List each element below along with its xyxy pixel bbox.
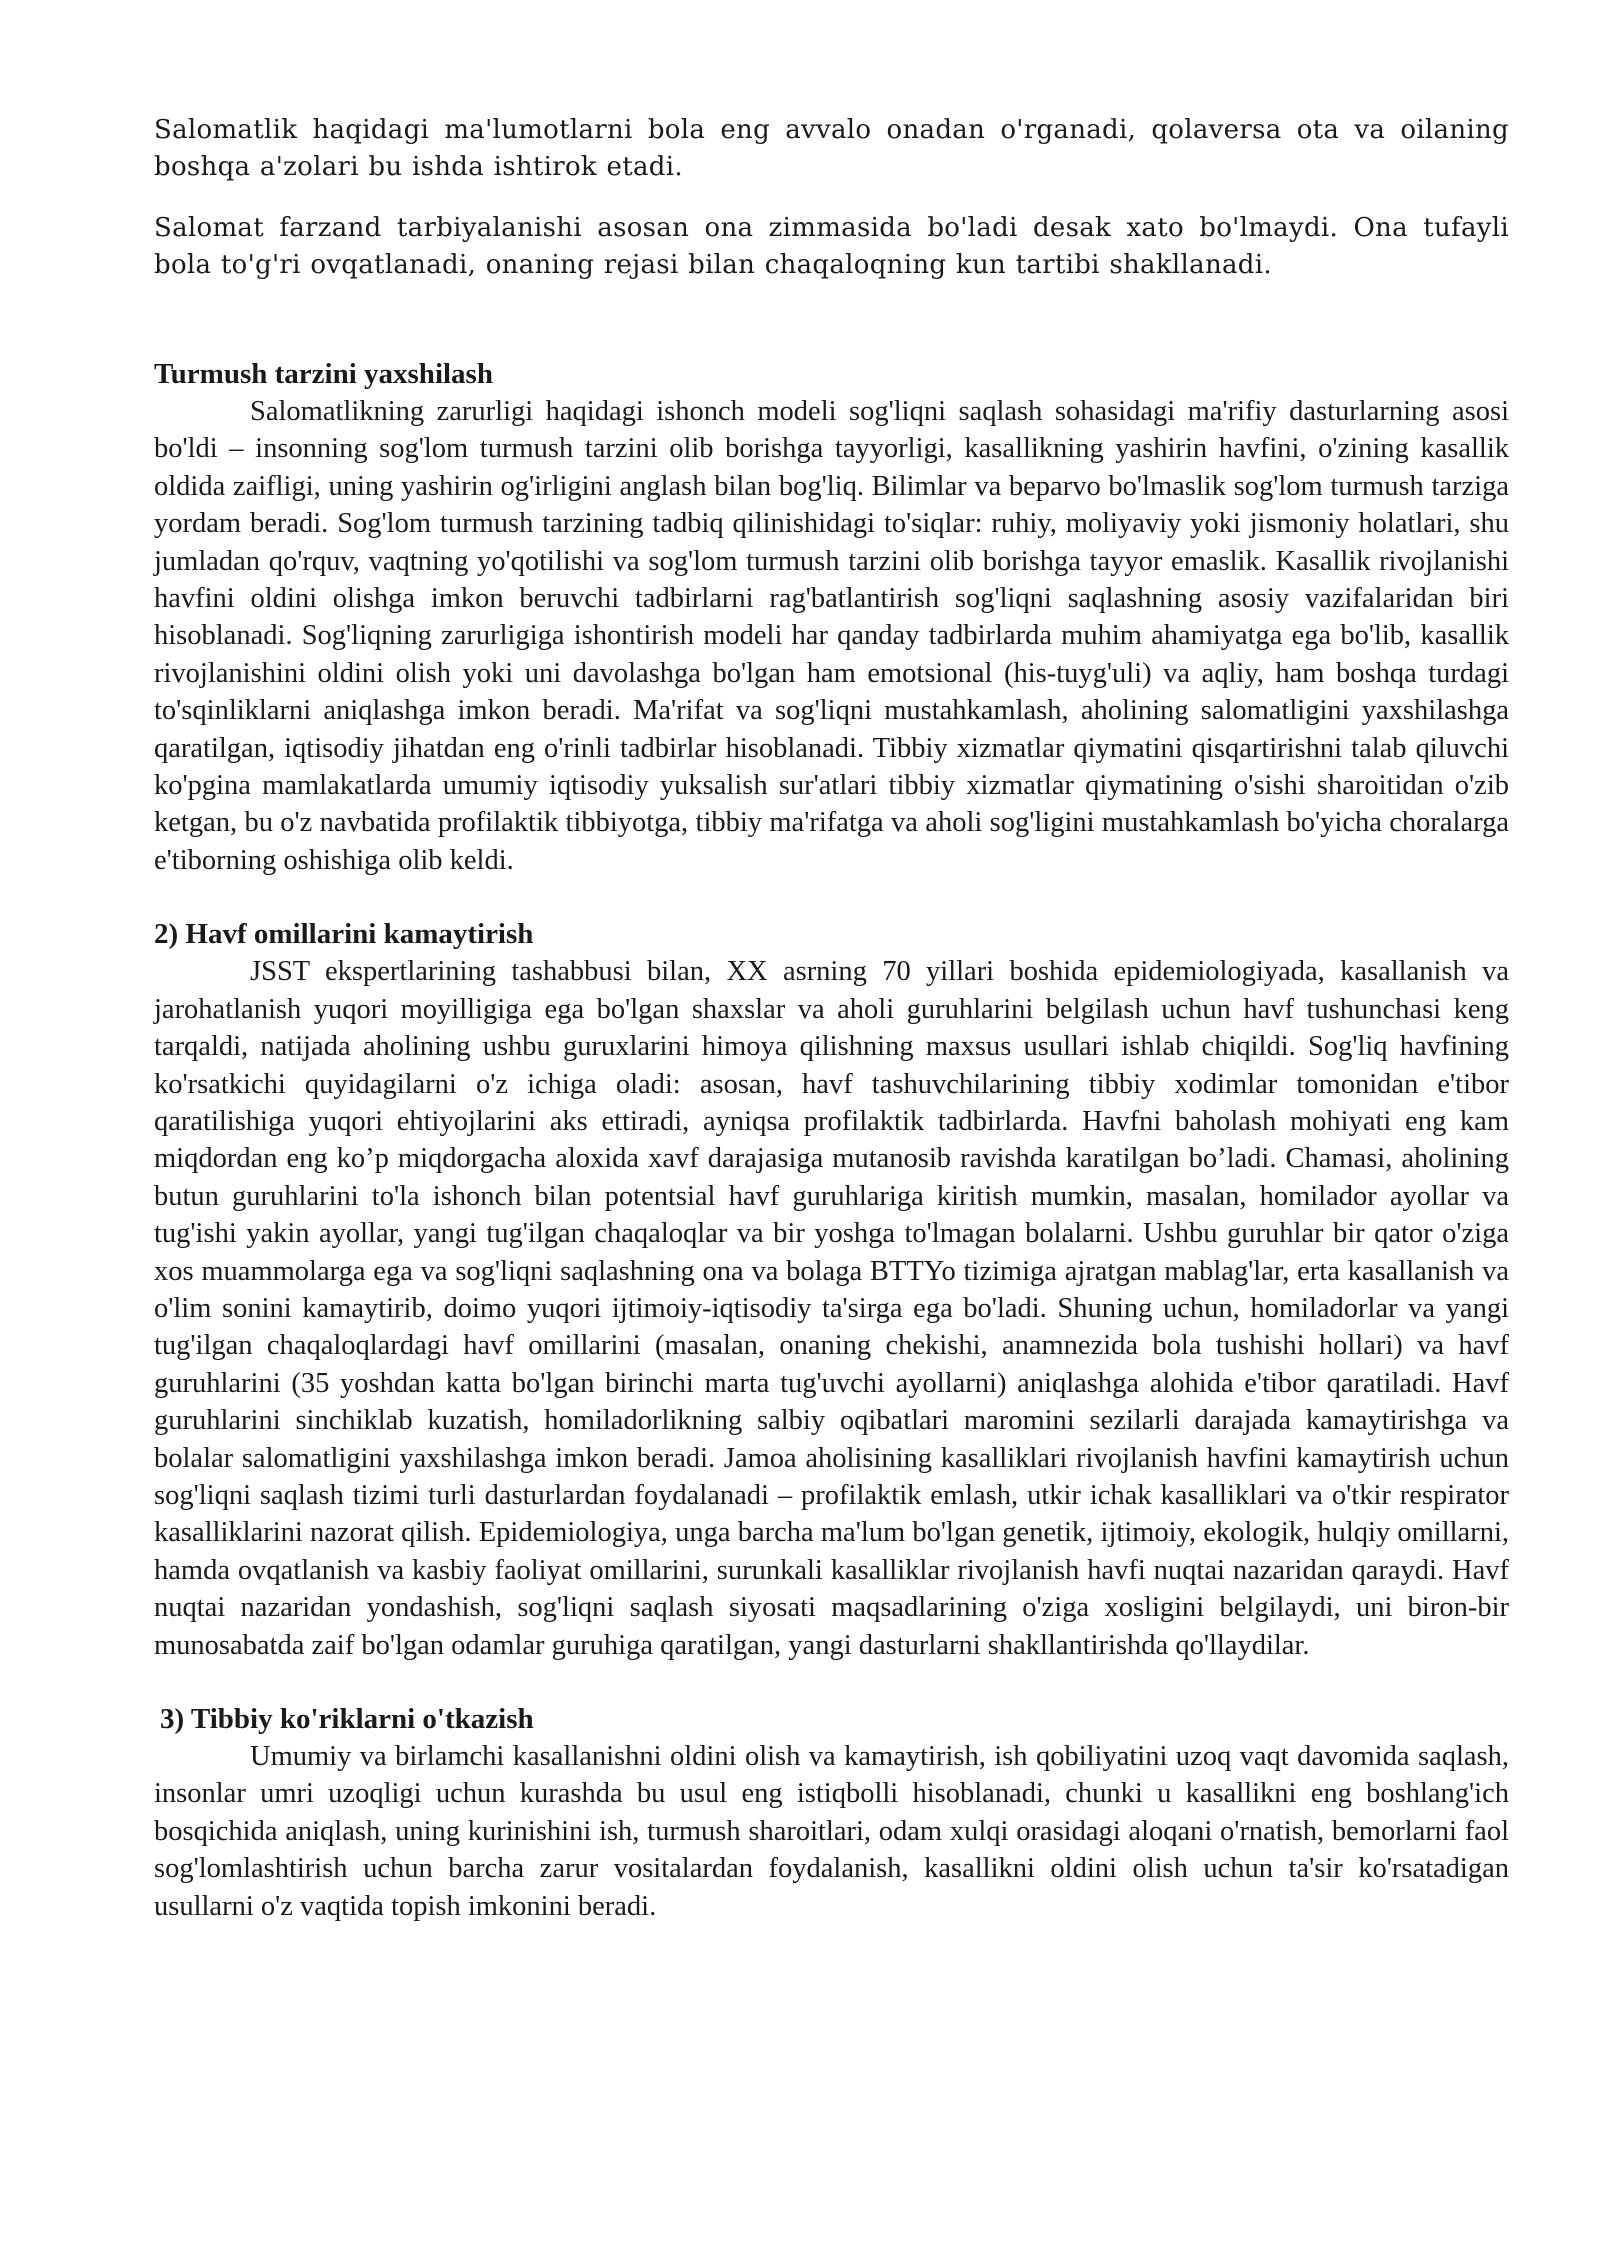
section-heading: 2) Havf omillarini kamaytirish — [154, 918, 534, 951]
section-heading: Turmush tarzini yaxshilash — [154, 358, 493, 390]
section-lifestyle — [154, 356, 1509, 879]
intro-paragraph: Salomatlik haqidagi ma'lumotlarni bola eng avvalo onadan o'rganadi, qolaversa ota va oilaning boshqa a'zolari bu ishda ishtirok etadi. — [154, 115, 1509, 182]
section-paragraph: Umumiy va birlamchi kasallanishni oldini olish va kamaytirish, ish qobiliyatini uzoq vaqt davomida saqlash, insonlar umri uzoqligi uchun kurashda bu usul eng istiqbolli hisoblanadi, chunki u kasallikni eng boshlang'ich bosqichida aniqlash, uning kurinishini ish, turmush sharoitlari, odam xulqi orasidagi aloqani o'rnatish, bemorlarni faol sog'lomlashtirish uchun barcha zarur vositalardan foydalanish, kasallikni oldini olish uchun ta'sir ko'rsatadigan usullarni o'z vaqtida topish imkonini beradi. — [154, 1741, 1509, 1922]
section-medical-checkups — [154, 1701, 1509, 1925]
intro-paragraph: Salomat farzand tarbiyalanishi asosan ona zimmasida bo'ladi desak xato bo'lmaydi. Ona tufayli bola to'g'ri ovqatlanadi, onaning rejasi bilan chaqaloqning kun tartibi shakllanadi. — [154, 213, 1509, 280]
section-heading: 3) Tibbiy ko'riklarni o'tkazish — [160, 1703, 534, 1735]
section-paragraph: Salomatlikning zarurligi haqidagi ishonch modeli sog'liqni saqlash sohasidagi ma'rifiy dasturlarning asosi bo'ldi – insonning sog'lom turmush tarzini olib borishga tayyorligi, kasallikning yashirin havfini, o'zining kasallik oldida zaifligi, uning yashirin og'irligini anglash bilan bog'liq. Bilimlar va beparvo bo'lmaslik sog'lom turmush tarziga yordam beradi. Sog'lom turmush tarzining tadbiq qilinishidagi to'siqlar: ruhiy, moliyaviy yoki jismoniy holatlari, shu jumladan qo'rquv, vaqtning yo'qotilishi va sog'lom turmush tarzini olib borishga tayyor emaslik. Kasallik rivojlanishi havfini oldini olishga imkon beruvchi tadbirlarni rag'batlantirish sog'liqni saqlashning asosiy vazifalaridan biri hisoblanadi. Sog'liqning zarurligiga ishontirish modeli har qanday tadbirlarda muhim ahamiyatga ega bo'lib, kasallik rivojlanishini oldini olish yoki uni davolashga bo'lgan ham emotsional (his-tuyg'uli) va aqliy, ham boshqa turdagi to'sqinliklarni aniqlashga imkon beradi. Ma'rifat va sog'liqni mustahkamlash, aholining salomatligini yaxshilashga qaratilgan, iqtisodiy jihatdan eng o'rinli tadbirlar hisoblanadi. Tibbiy xizmatlar qiymatini qisqartirishni talab qiluvchi ko'pgina mamlakatlarda umumiy iqtisodiy yuksalish sur'atlari tibbiy xizmatlar qiymatining o'sishi sharoitidan o'zib ketgan, bu o'z navbatida profilaktik tibbiyotga, tibbiy ma'rifatga va aholi sog'ligini mustahkamlash bo'yicha choralarga e'tiborning oshishiga olib keldi. — [154, 396, 1509, 876]
intro-block — [154, 112, 1509, 284]
section-paragraph: JSST ekspertlarining tashabbusi bilan, XX asrning 70 yillari boshida epidemiologiyada, kasallanish va jarohatlanish yuqori moyilligiga ega bo'lgan shaxslar va aholi guruhlarini belgilash uchun havf tushunchasi keng tarqaldi, natijada aholining ushbu guruxlarini himoya qilishning maxsus usullari ishlab chiqildi. Sog'liq havfining ko'rsatkichi quyidagilarni o'z ichiga oladi: asosan, havf tashuvchilarining tibbiy xodimlar tomonidan e'tibor qaratilishiga yuqori ehtiyojlarini aks ettiradi, ayniqsa profilaktik tadbirlarda. Havfni baholash mohiyati eng kam miqdordan eng ko’p miqdorgacha aloxida xavf darajasiga mutanosib ravishda karatilgan bo’ladi. Chamasi, aholining butun guruhlarini to'la ishonch bilan potentsial havf guruhlariga kiritish mumkin, masalan, homilador ayollar va tug'ishi yakin ayollar, yangi tug'ilgan chaqaloqlar va bir yoshga to'lmagan bolalarni. Ushbu guruhlar bir qator o'ziga xos muammolarga ega va sog'liqni saqlashning ona va bolaga BTTYo tizimiga ajratgan mablag'lar, erta kasallanish va o'lim sonini kamaytirib, doimo yuqori ijtimoiy-iqtisodiy ta'sirga ega bo'ladi. Shuning uchun, homiladorlar va yangi tug'ilgan chaqaloqlardagi havf omillarini (masalan, onaning chekishi, anamnezida bola tushishi hollari) va havf guruhlarini (35 yoshdan katta bo'lgan birinchi marta tug'uvchi ayollarni) aniqlashga alohida e'tibor qaratiladi. Havf guruhlarini sinchiklab kuzatish, homiladorlikning salbiy oqibatlari maromini sezilarli darajada kamaytirishga va bolalar salomatligini yaxshilashga imkon beradi. Jamoa aholisining kasalliklari rivojlanish havfini kamaytirish uchun sog'liqni saqlash tizimi turli dasturlardan foydalanadi – profilaktik emlash, utkir ichak kasalliklari va o'tkir respirator kasalliklarini nazorat qilish. Epidemiologiya, unga barcha ma'lum bo'lgan genetik, ijtimoiy, ekologik, hulqiy omillarni, hamda ovqatlanish va kasbiy faoliyat omillarini, surunkali kasalliklar rivojlanish havfi nuqtai nazaridan qaraydi. Havf nuqtai nazaridan yondashish, sog'liqni saqlash siyosati maqsadlarining o'ziga xosligini belgilaydi, uni biron-bir munosabatda zaif bo'lgan odamlar guruhiga qaratilgan, yangi dasturlarni shakllantirishda qo'llaydilar. — [154, 956, 1509, 1661]
document-page — [154, 112, 1509, 1925]
section-risk-factors — [154, 916, 1509, 1664]
